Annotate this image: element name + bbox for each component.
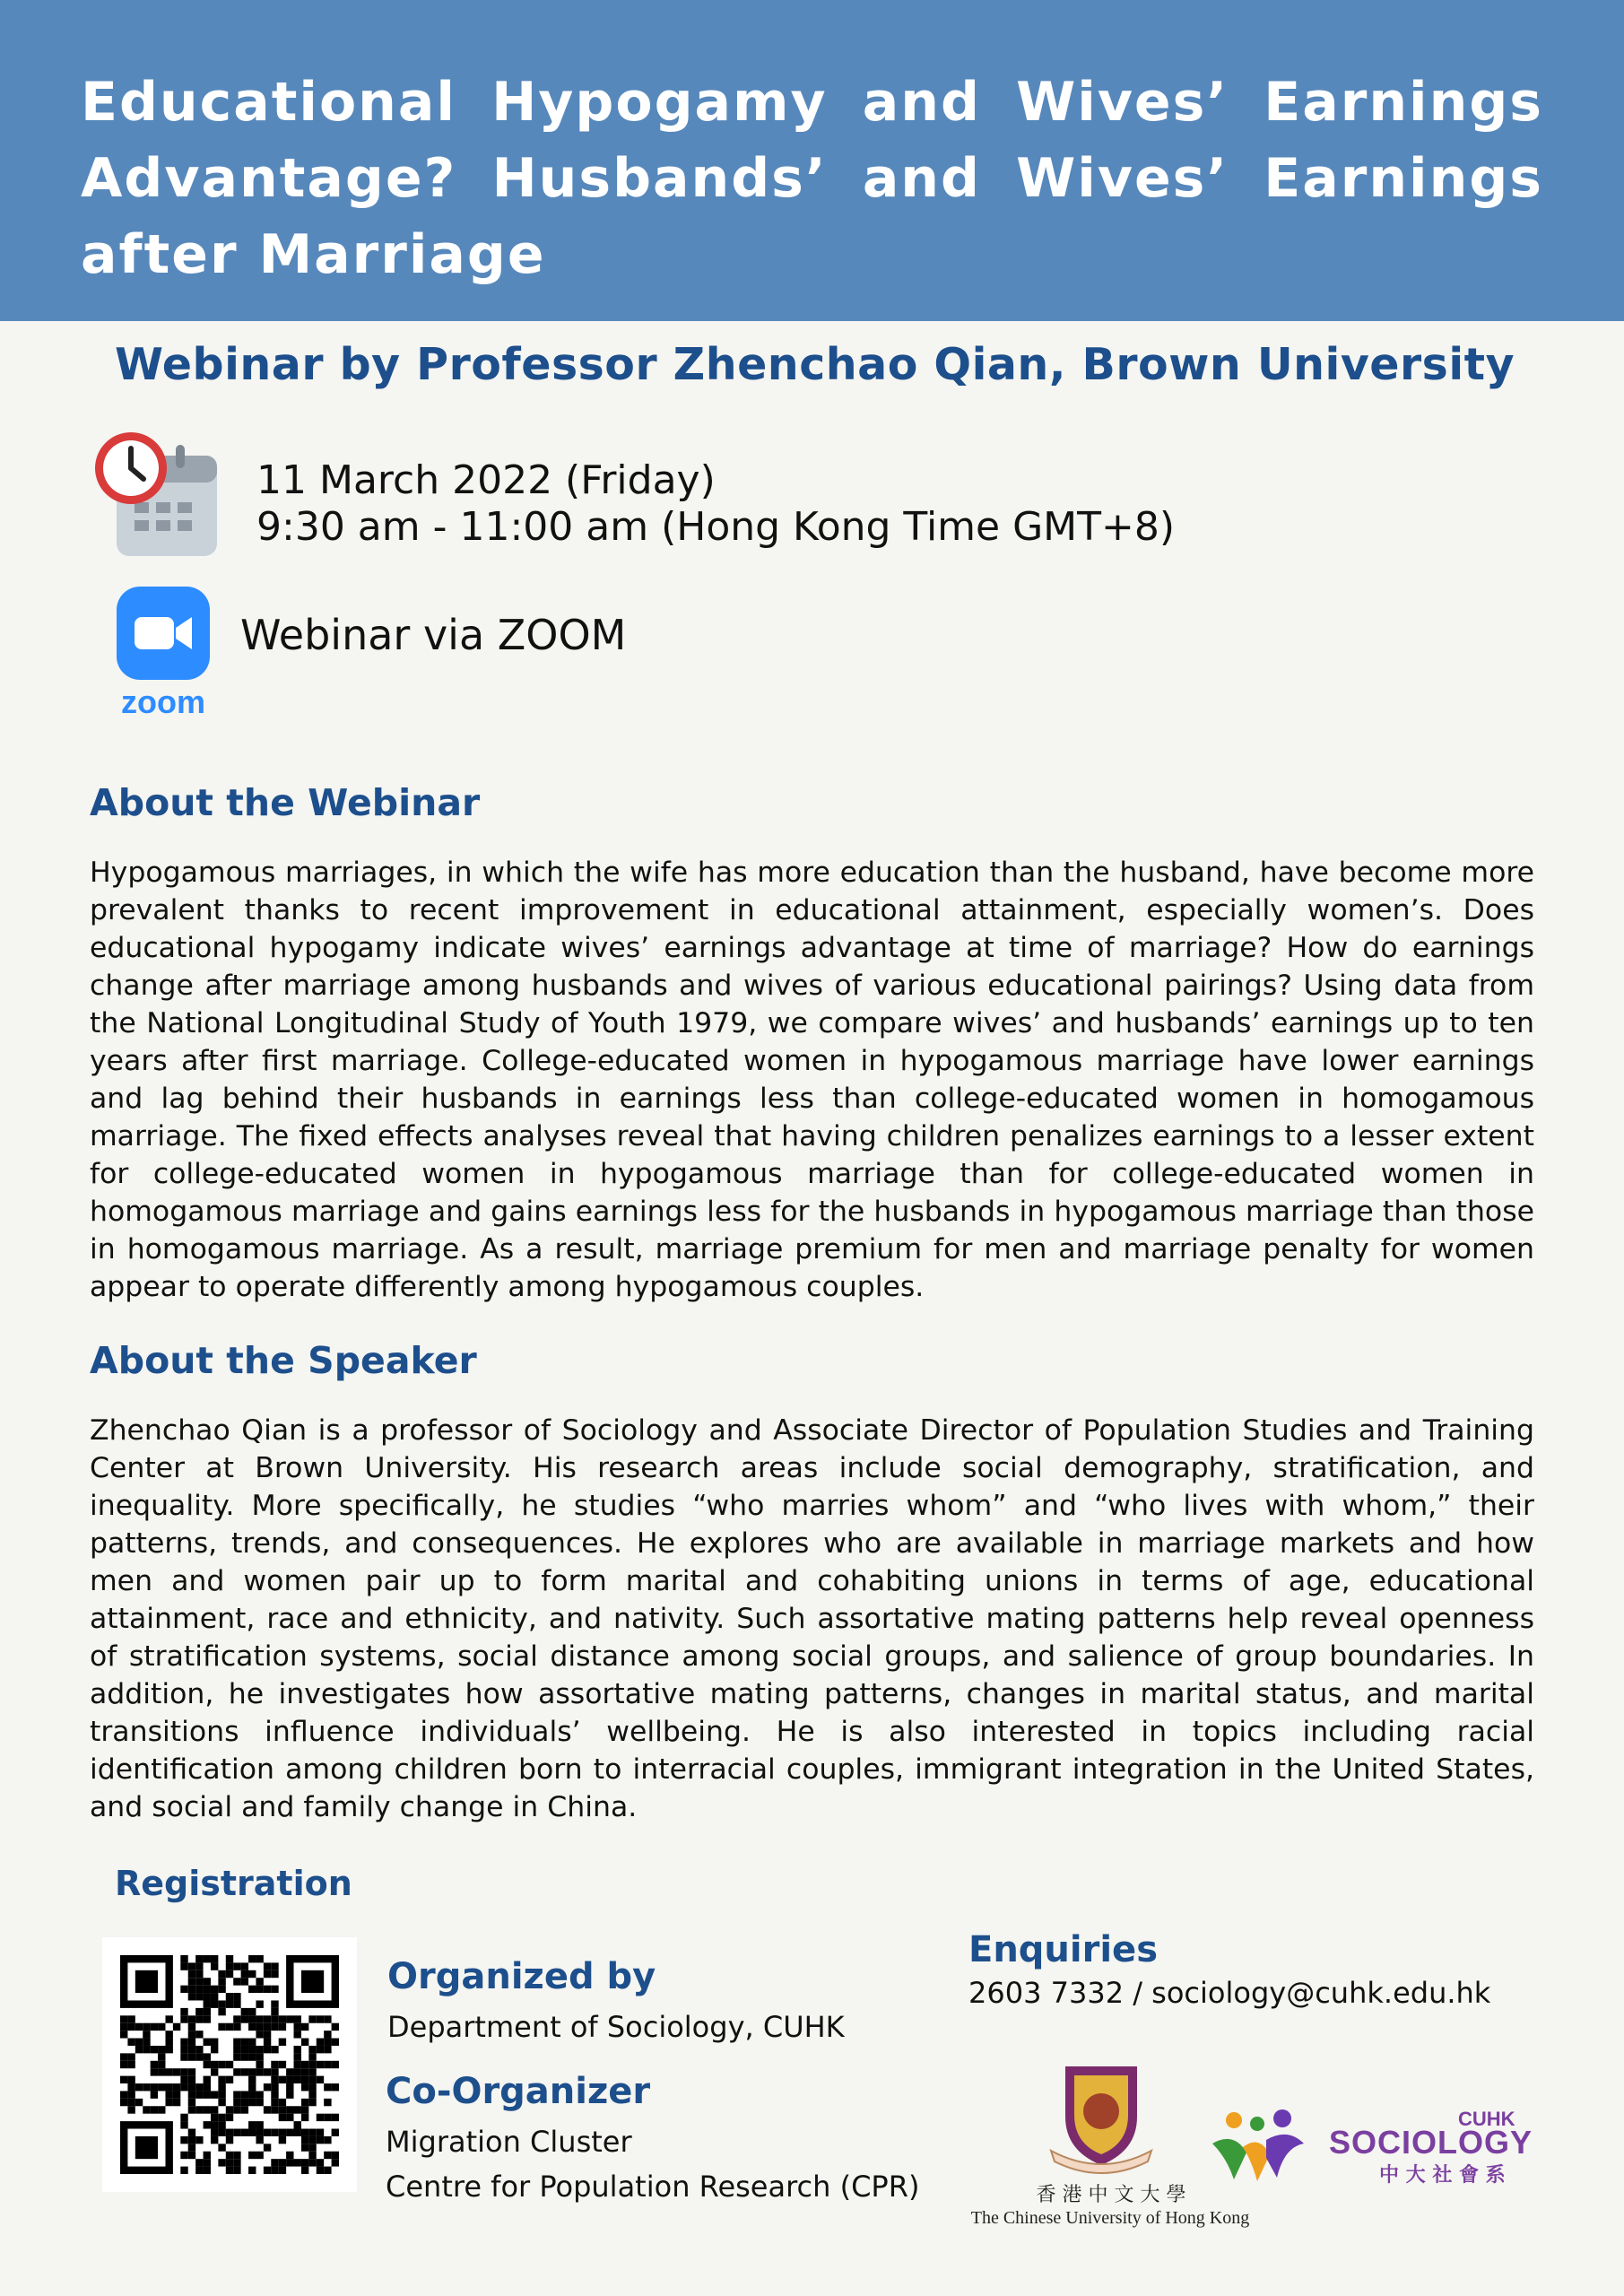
platform-text: Webinar via ZOOM [240, 611, 627, 659]
sociology-word-logo: SOCIOLOGY [1329, 2124, 1533, 2161]
sociology-cuhk-label: CUHK [1458, 2108, 1515, 2130]
cpr-people-icon [1207, 2108, 1307, 2188]
zoom-platform-block [106, 583, 823, 726]
organized-by-text: Department of Sociology, CUHK [387, 2010, 845, 2044]
calendar-clock-icon [90, 430, 224, 565]
about-speaker-heading: About the Speaker [90, 1339, 477, 1382]
registration-qr-code[interactable] [102, 1937, 357, 2192]
qr-code-image [120, 1955, 339, 2174]
zoom-video-icon [117, 587, 210, 680]
event-time: 9:30 am - 11:00 am (Hong Kong Time GMT+8) [256, 504, 1176, 550]
cuhk-crest-icon [1047, 2061, 1155, 2174]
co-organizer-line-1: Migration Cluster [386, 2125, 632, 2159]
organized-by-heading: Organized by [387, 1956, 656, 1997]
cuhk-english-name: The Chinese University of Hong Kong [970, 2208, 1250, 2228]
co-organizer-heading: Co-Organizer [386, 2071, 651, 2112]
enquiries-contact[interactable]: 2603 7332 / sociology@cuhk.edu.hk [968, 1976, 1491, 2010]
sociology-chinese-name: 中 大 社 會 系 [1379, 2164, 1506, 2187]
registration-heading: Registration [115, 1864, 352, 1903]
date-time-block [90, 430, 1255, 574]
event-title: Educational Hypogamy and Wives’ Earnings Advantage? Husbands’ and Wives’ Earnings after Marriage [81, 71, 1543, 286]
about-webinar-heading: About the Webinar [90, 781, 481, 824]
speaker-subtitle: Webinar by Professor Zhenchao Qian, Brown University [115, 339, 1515, 390]
about-webinar-text: Hypogamous marriages, in which the wife has more education than the husband, have become more prevalent thanks to recent improvement in educational attainment, especially women’s. Does educational hypogamy indicate wives’ earnings advantage at time of marriage? How do earnings change after marriage among husbands and wives of various educational pairings? Using data from the National Longitudinal Study of Youth 1979, we compare wives’ and husbands’ earnings up to ten years after first marriage. College-educated women in hypogamous marriage have lower earnings and lag behind their husbands in earnings less than college-educated women in homogamous marriage. The fixed effects analyses reveal that having children penalizes earnings to a lesser extent for college-educated women in hypogamous marriage than for college-educated women in homogamous marriage and gains earnings less for the husbands in hypogamous marriage than those in homogamous marriage. As a result, marriage premium for men and marriage penalty for women appear to operate differently among hypogamous couples. [90, 857, 1534, 1303]
title-banner [0, 0, 1624, 321]
logos-row [967, 2054, 1533, 2233]
zoom-logo-text: zoom [121, 683, 205, 720]
event-date: 11 March 2022 (Friday) [256, 457, 716, 503]
cuhk-chinese-name: 香 港 中 文 大 學 [1036, 2184, 1186, 2206]
enquiries-heading: Enquiries [968, 1929, 1158, 1970]
about-speaker-text: Zhenchao Qian is a professor of Sociology and Associate Director of Population Studies and Training Center at Brown University. His research areas include social demography, stratification, and inequality. More specifically, he studies “who marries whom” and “who lives with whom,” their patterns, trends, and consequences. He explores who are available in marriage markets and how men and women pair up to form marital and cohabiting unions in terms of age, educational attainment, race and ethnicity, and nativity. Such assortative mating patterns help reveal openness of stratification systems, social distance among social groups, and salience of group boundaries. In addition, he investigates how assortative mating patterns, changes in marital status, and marital transitions influence individuals’ wellbeing. He is also interested in topics including racial identification among children born to interracial couples, immigrant integration in the United States, and social and family change in China. [90, 1414, 1534, 1823]
co-organizer-line-2: Centre for Population Research (CPR) [386, 2170, 920, 2204]
